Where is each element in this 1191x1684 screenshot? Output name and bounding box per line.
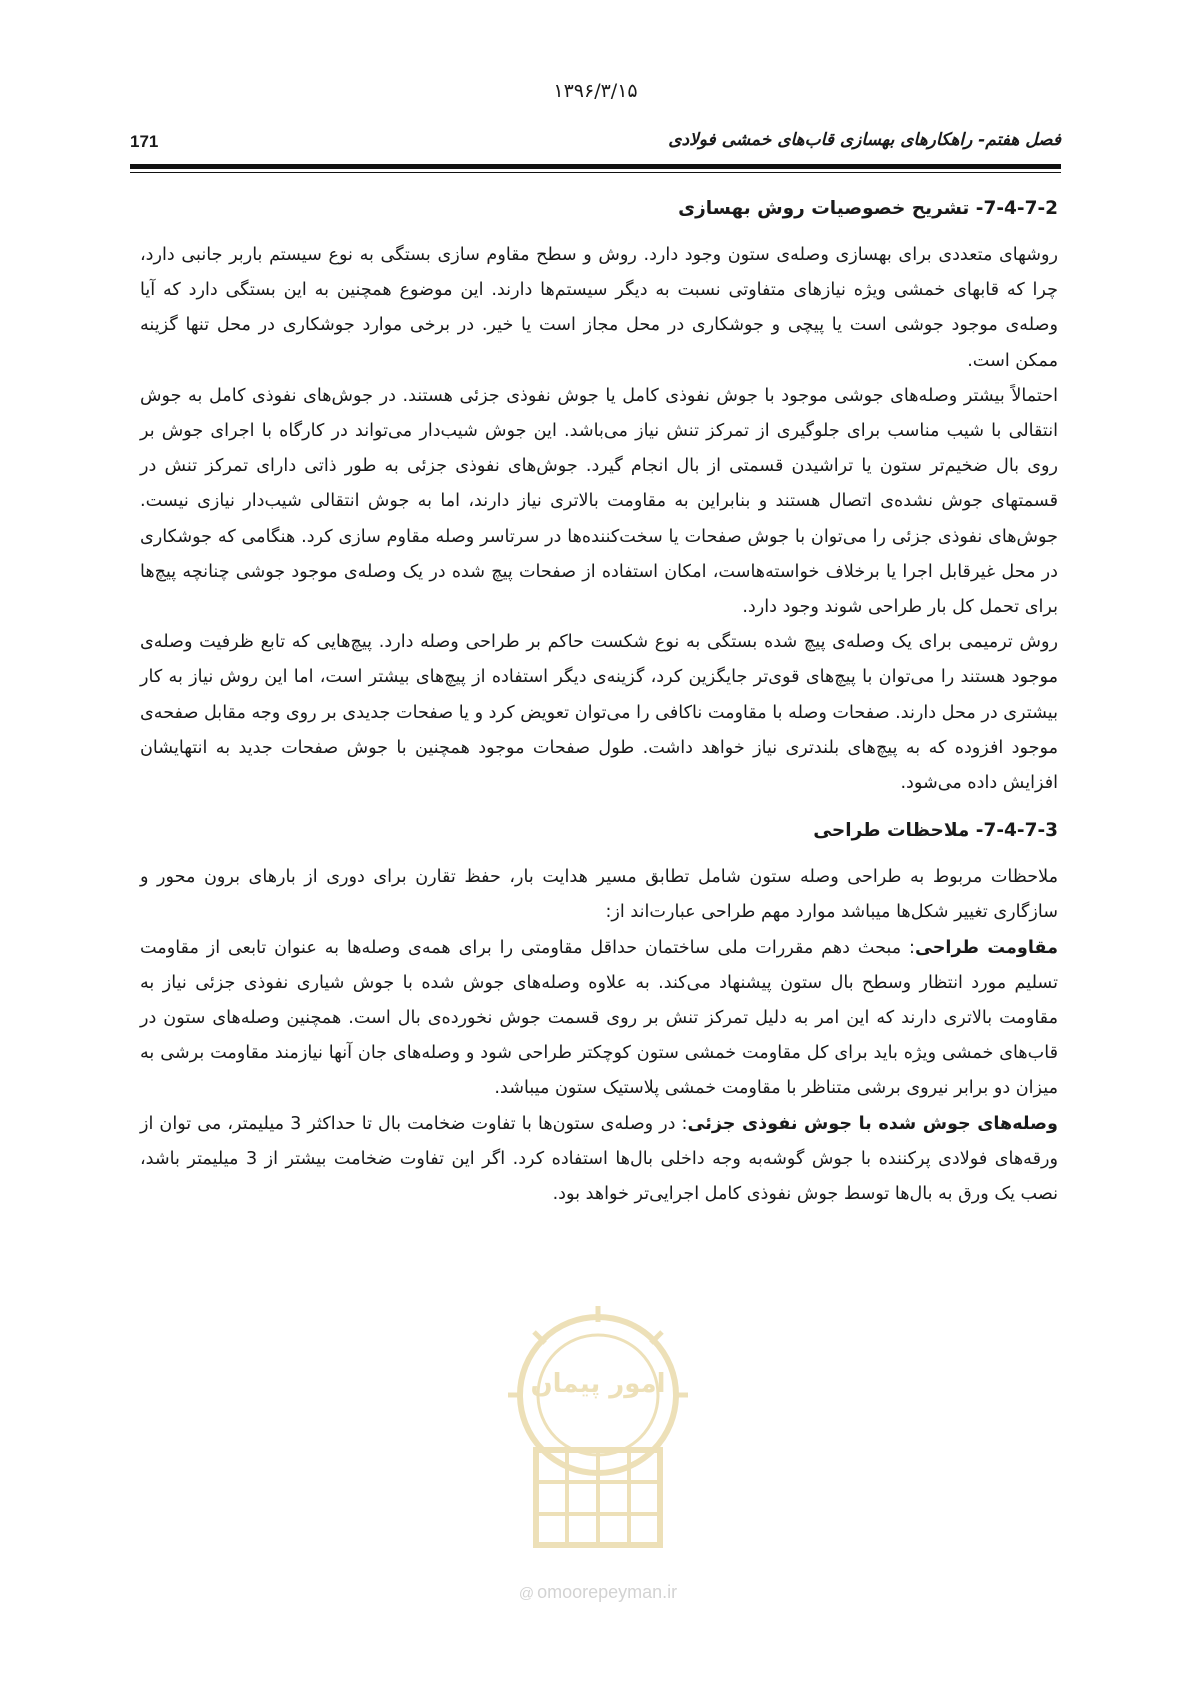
section-heading-3: 7-4-7-3- ملاحظات طراحی [813, 820, 1058, 842]
paragraph: روشهای متعددی برای بهسازی وصله‌ی ستون وجود دارد. روش و سطح مقاوم سازی بستگی به نوع سیستم باربر جانبی دارد، چرا که قابهای خمشی ویژه نیازهای متفاوتی نسبت به دیگر سیستم‌ها دارند. این موضوع همچنین به این بستگی دارد که آیا وصله‌ی موجود جوشی است یا پیچی و جوشکاری در محل مجاز است یا خیر. در برخی موارد جوشکاری در محل تنها گزینه ممکن است. [140, 245, 1058, 371]
header-rule-thick [130, 164, 1061, 169]
paragraph: ملاحظات مربوط به طراحی وصله ستون شامل تطابق مسیر هدایت بار، حفظ تقارن برای دوری از بارهای برون محور و سازگاری تغییر شکل‌ها میباشد موارد مهم طراحی عبارت‌اند از: [140, 867, 1058, 923]
design-item [140, 931, 1058, 1107]
paragraph: احتمالاً بیشتر وصله‌های جوشی موجود با جوش نفوذی کامل یا جوش نفوذی جزئی هستند. در جوش‌های نفوذی کامل به جوش انتقالی با شیب مناسب برای جلوگیری از تمرکز تنش نیاز می‌باشد. این جوش شیب‌دار می‌تواند در کارگاه با اجرای جوش بر روی بال ضخیم‌تر ستون یا تراشیدن قسمتی از بال انجام گیرد. جوش‌های نفوذی جزئی به طور ذاتی دارای تمرکز تنش در قسمتهای جوش نشده‌ی اتصال هستند و بنابراین به مقاومت بالاتری نیاز دارند، اما به جوش انتقالی شیب‌دار نیازی نیست. جوش‌های نفوذی جزئی را می‌توان با جوش صفحات یا سخت‌کننده‌ها در سرتاسر وصله مقاوم سازی کرد. هنگامی که جوشکاری در محل غیرقابل اجرا یا برخلاف خواسته‌هاست، امکان استفاده از صفحات پیچ شده در یک وصله‌ی موجود جوشی چنانچه پیچ‌ها برای تحمل کل بار طراحی شوند وجود دارد. [140, 385, 1058, 618]
design-item-text: : مبحث دهم مقررات ملی ساختمان حداقل مقاومتی را برای همه‌ی وصله‌ها به عنوان تابعی از مقاومت تسلیم مورد انتظار وسطح بال ستون پیشنهاد می‌کند. به علاوه وصله‌های جوش شده با جوش شیاری نفوذی جزئی نیاز به مقاومت بالاتری دارند که این امر به دلیل تمرکز تنش بر روی قسمت جوش نخورده‌ی بال است. همچنین وصله‌های ستون در قاب‌های خمشی ویژه باید برای کل مقاومت خمشی ستون کوچکتر طراحی شود و وصله‌های جان آنها نیازمند مقاومت برشی به میزان دو برابر نیروی برشی متناظر با مقاومت خمشی پلاستیک ستون میباشد. [140, 937, 1058, 1099]
running-head [130, 128, 1061, 158]
chapter-title: فصل هفتم- راهکارهای بهسازی قاب‌های خمشی فولادی [668, 130, 1061, 150]
design-item-term: مقاومت طراحی [914, 937, 1058, 958]
watermark-site [478, 1582, 718, 1603]
design-item [140, 1107, 1058, 1213]
watermark-logo-icon [478, 1300, 718, 1580]
paragraph: روش ترمیمی برای یک وصله‌ی پیچ شده بستگی به نوع شکست حاکم بر طراحی وصله دارد. پیچ‌هایی که تابع ظرفیت وصله‌ی موجود هستند را می‌توان با پیچ‌های قوی‌تر جایگزین کرد، گزینه‌ی دیگر استفاده از پیچ‌های بیشتر است، اما این روش نیاز به کار بیشتری در محل دارند. صفحات وصله با مقاومت ناکافی را می‌توان تعویض کرد و یا صفحات جدیدی بر روی وجه مقابل صفحه‌ی موجود افزوده که به پیچ‌های بلندتری نیاز خواهد داشت. طول صفحات موجود همچنین با جوش صفحات جدید به انتهایشان افزایش داده می‌شود. [139, 632, 1058, 794]
watermark-site-text: omoorepeyman.ir [537, 1582, 678, 1602]
header-rule-thin [130, 172, 1061, 173]
at-icon: @ [518, 1585, 535, 1602]
page-number: 171 [130, 132, 159, 151]
page-body [140, 182, 1058, 1212]
watermark-logo-text: امور پیمان [530, 1369, 666, 1399]
design-item-text: : در وصله‌ی ستون‌ها با تفاوت ضخامت بال تا حداکثر 3 میلیمتر، می توان از ورقه‌های فولادی پرکننده با جوش گوشه‌به وجه داخلی بال‌ها استفاده کرد. اگر این تفاوت ضخامت بیشتر از 3 میلیمتر باشد، نصب یک ورق به بال‌ها توسط جوش نفوذی کامل اجرایی‌تر خواهد بود. [140, 1113, 1058, 1205]
page-date: ۱۳۹۶/۳/۱۵ [553, 80, 638, 102]
section-heading-2: 7-4-7-2- تشریح خصوصیات روش بهسازی [678, 198, 1058, 219]
design-item-term: وصله‌های جوش شده با جوش نفوذی جزئی [687, 1113, 1058, 1134]
watermark [478, 1300, 718, 1630]
